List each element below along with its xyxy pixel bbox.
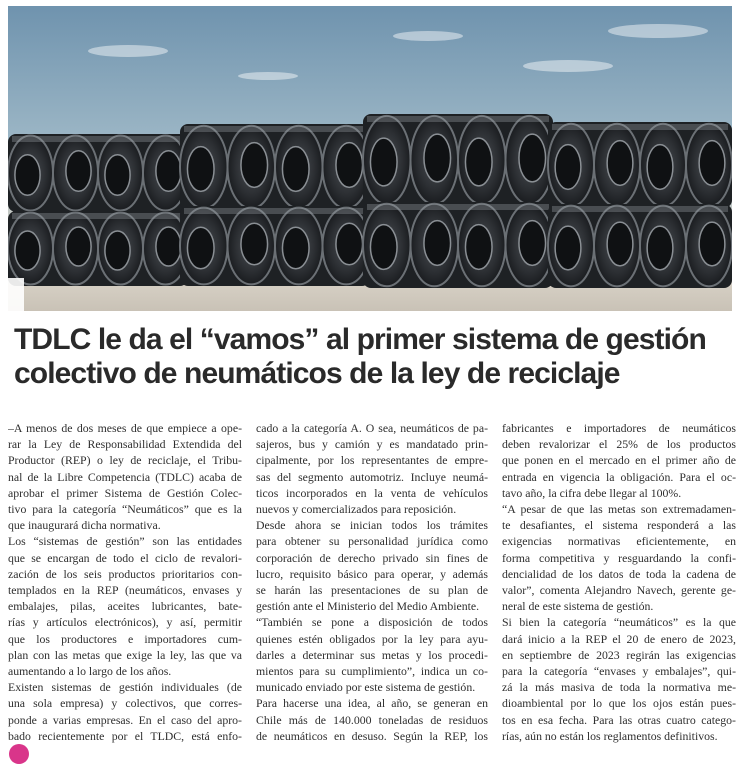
text-line: te desafiantes, el sistema responderá a las bbox=[502, 518, 736, 533]
text-line: cipalmente, por los representantes de empre- bbox=[256, 453, 488, 468]
text-line: tos en esa fecha. Para las otras cuatro catego- bbox=[502, 712, 736, 727]
text-line: deben revalorizar el 25% de los productos bbox=[502, 437, 736, 452]
text-line: plan con las metas que exige la ley, las que va bbox=[8, 647, 242, 662]
text-line: valor”, comenta Alejandro Navech, gerente ge- bbox=[502, 583, 736, 598]
text-line: Productor (REP) o ley de reciclaje, el Tribu- bbox=[8, 453, 242, 468]
text-line: embalajes, pilas, aceites lubricantes, bate- bbox=[8, 599, 242, 614]
article-column-3 bbox=[502, 420, 736, 754]
article-paragraph bbox=[8, 533, 242, 679]
article-paragraph bbox=[502, 614, 736, 744]
article-column-2 bbox=[256, 420, 488, 754]
text-line: zá la más masiva de toda la normativa me- bbox=[502, 680, 736, 695]
page-corner-mark bbox=[9, 744, 29, 764]
text-line: que inaugurará dicha normativa. bbox=[8, 518, 161, 533]
text-line: Para hacerse una idea, al año, se generan en bbox=[256, 696, 488, 711]
headline-line-1: TDLC le da el “vamos” al primer sistema de gestión bbox=[14, 323, 706, 356]
text-line: de neumáticos en desuso. Según la REP, los bbox=[256, 728, 488, 743]
text-line: Los “sistemas de gestión” son las entidades bbox=[8, 534, 242, 549]
text-line: que ponen en el mercado en el primer año de bbox=[502, 453, 736, 468]
article-paragraph bbox=[8, 420, 242, 533]
text-line: exigencias normativas eficientemente, en bbox=[502, 534, 736, 549]
text-line: “A pesar de que las metas son extremadamen- bbox=[502, 502, 736, 517]
text-line: templados en la REP (neumáticos, envases y bbox=[8, 583, 242, 598]
article-paragraph bbox=[502, 501, 736, 614]
text-line: una sola empresa) y colectivos, que corres- bbox=[8, 696, 242, 711]
text-line: “También se pone a disposición de todos bbox=[256, 615, 488, 630]
text-line: rar la Ley de Responsabilidad Extendida del bbox=[8, 437, 242, 452]
text-line: para obtener su personalidad jurídica como bbox=[256, 534, 488, 549]
text-line: Chile más de 140.000 toneladas de residuos bbox=[256, 712, 488, 727]
text-line: Si bien la categoría “neumáticos” es la que bbox=[502, 615, 736, 630]
article-paragraph bbox=[502, 420, 736, 501]
text-line: dioambiental por lo que los ojos están pues- bbox=[502, 696, 736, 711]
text-line: entrada en vigencia la obligación. Para el oc- bbox=[502, 469, 736, 484]
text-line: gestión ante el Ministerio del Medio Ambiente. bbox=[256, 599, 480, 614]
text-line: dencialidad de los datos de toda la cadena de bbox=[502, 566, 736, 581]
text-line: Desde ahora se inician todos los trámites bbox=[256, 518, 488, 533]
text-line: rías y artículos electrónicos), y así, permitir bbox=[8, 615, 242, 630]
text-line: tivo para la categoría “Neumáticos” que es la bbox=[8, 502, 242, 517]
text-line: rías, aún no están los reglamentos definitivos. bbox=[502, 728, 718, 743]
text-line: sas del segmento automotriz. Incluye neumá- bbox=[256, 469, 488, 484]
text-line: zación de los seis productos prioritarios con- bbox=[8, 566, 242, 581]
text-line: bado recientemente por el TLDC, está enfo- bbox=[8, 728, 242, 743]
article-paragraph bbox=[8, 679, 242, 744]
article-paragraph bbox=[256, 420, 488, 517]
text-line: quienes estén obligados por la ley para ayu- bbox=[256, 631, 488, 646]
text-line: en septiembre de 2023 regirán las exigencias bbox=[502, 647, 736, 662]
article-paragraph bbox=[256, 695, 488, 744]
text-line: darles a determinar sus metas y los procedi- bbox=[256, 647, 488, 662]
text-line: cado a la categoría A. O sea, neumáticos de pa- bbox=[256, 421, 488, 435]
text-line: ponde a varias empresas. En el caso del apro- bbox=[8, 712, 242, 727]
headline-line-2: colectivo de neumáticos de la ley de reciclaje bbox=[14, 357, 620, 390]
text-line: forma competitiva y resguardando la confi- bbox=[502, 550, 736, 565]
text-line: ticos incorporados en la venta de vehículos bbox=[256, 485, 488, 500]
text-line: fabricantes e importadores de neumáticos bbox=[502, 421, 736, 435]
text-line: mientos para su cumplimiento”, indica un co- bbox=[256, 664, 488, 679]
tire-bales-photo bbox=[8, 6, 732, 311]
text-line: que los productores e importadores cum- bbox=[8, 631, 242, 646]
text-line: para la categoría “envases y embalajes”, qui- bbox=[502, 664, 736, 679]
text-line: sajeros, bus y camión y es mandatado prin- bbox=[256, 437, 488, 452]
text-line: lucro, requisito básico para operar, y además bbox=[256, 566, 488, 581]
text-line: neral de este sistema de gestión. bbox=[502, 599, 654, 614]
text-line: dará inicio a la REP el 20 de enero de 2023, bbox=[502, 631, 736, 646]
text-line: municado enviado por este sistema de gestión. bbox=[256, 680, 476, 695]
text-line: se harán las presentaciones de su plan de bbox=[256, 583, 488, 598]
article-column-1 bbox=[8, 420, 242, 754]
text-line: nuevos y comercializados para reposición. bbox=[256, 502, 457, 517]
text-line: Existen sistemas de gestión individuales (de bbox=[8, 680, 242, 695]
text-line: nal de la Libre Competencia (TDLC) acaba de bbox=[8, 469, 242, 484]
text-line: que se encargan de todo el ciclo de revalori- bbox=[8, 550, 242, 565]
text-line: corporación de derecho privado sin fines de bbox=[256, 550, 488, 565]
text-line: –A menos de dos meses de que empiece a ope- bbox=[8, 421, 242, 435]
article-paragraph bbox=[256, 614, 488, 695]
text-line: aprobar el primer Sistema de Gestión Colec- bbox=[8, 485, 242, 500]
text-line: aumentando a lo largo de los años. bbox=[8, 664, 172, 679]
text-line: tavo año, la cifra debe llegar al 100%. bbox=[502, 485, 682, 500]
article-paragraph bbox=[256, 517, 488, 614]
article-headline bbox=[14, 323, 734, 391]
